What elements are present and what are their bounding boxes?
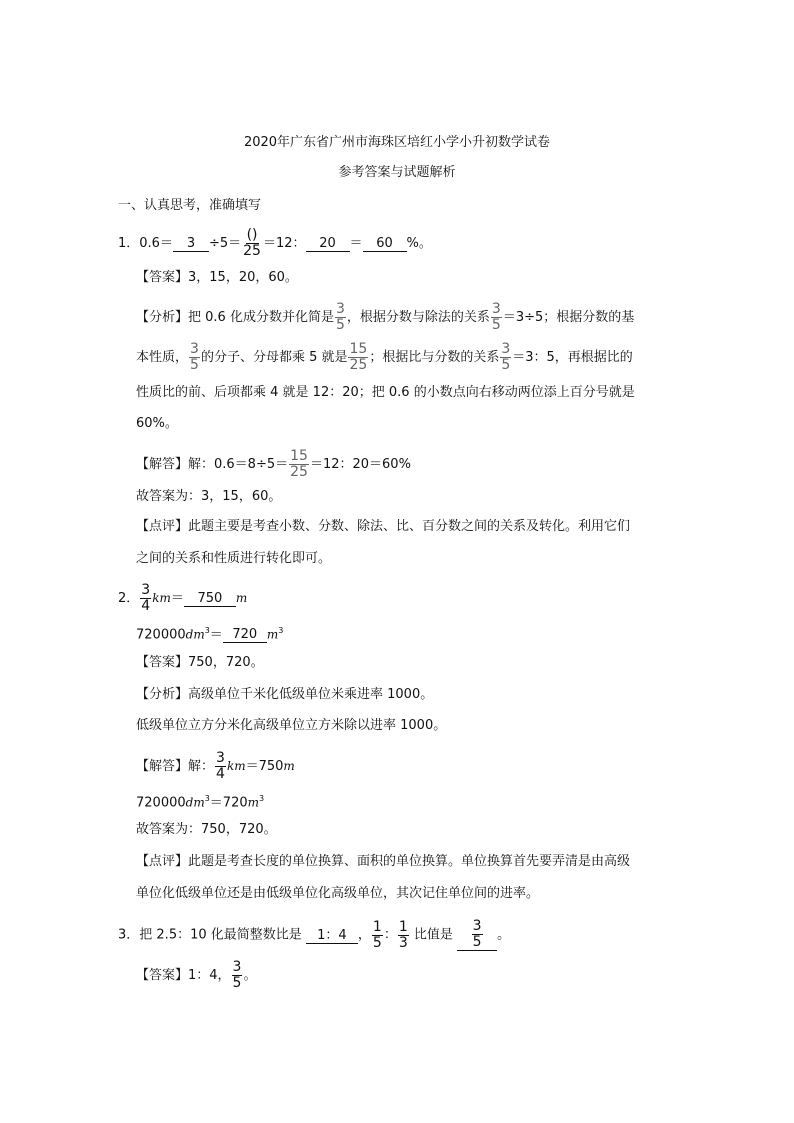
- comment-line: 【点评】此题主要是考查小数、分数、除法、比、百分数之间的关系及转化。利用它们: [136, 519, 631, 534]
- analysis-line: 本性质， $\frac{3}{5}$ 的分子、分母都乘 5 就是 $\frac{15}{25}$ ；根据比与分数的关系 $\frac{3}{5}$ ＝3：5，再根据比的: [136, 341, 633, 373]
- analysis-line: 60%。: [136, 416, 178, 431]
- answer-line: 【答案】3，15，20，60。: [136, 270, 298, 285]
- fraction: $\frac{15}{25}$: [349, 341, 368, 373]
- comment-line: 之间的关系和性质进行转化即可。: [136, 551, 332, 566]
- analysis-line: 性质比的前、后项都乘 4 就是 12：20；把 0.6 的小数点向右移动两位添上百分号就是: [136, 385, 635, 400]
- comment-line: 【点评】此题是考查长度的单位换算、面积的单位换算。单位换算首先要弄清是由高级: [136, 854, 631, 869]
- solution-line: 【解答】解： $\frac{3}{4}$ km＝750m: [136, 750, 295, 782]
- answer-blank: 720: [223, 627, 267, 643]
- fraction: $\frac{1}{5}$: [372, 918, 382, 951]
- answer-blank: 60: [363, 236, 407, 252]
- document-title: 2020年广东省广州市海珠区培红小学小升初数学试卷: [243, 135, 551, 150]
- fraction: $\frac{3}{4}$: [216, 750, 225, 782]
- comment-line: 单位化低级单位还是由低级单位化高级单位，其次记住单位间的进率。: [136, 886, 540, 901]
- final-answer-line: 故答案为：3，15，60。: [136, 489, 282, 504]
- question-3: 3．把 2.5：10 化最简整数比是 1：4 ， $\frac{1}{5}$ ： $\frac{1}{3}$ 比值是 $\frac{3}{5}$ 。: [118, 918, 511, 951]
- fraction: $\frac{3}{5}$: [232, 959, 242, 991]
- question-2-part-2: $720000dm^3= 720$ $m^3$: [136, 626, 284, 643]
- fraction: $\frac{15}{25}$: [290, 448, 308, 480]
- question-2: 2． $\frac{3}{4}$ km＝ 750 m: [118, 582, 248, 614]
- question-1: 1．0.6＝ 3 ÷5＝ $\frac{()}{25}$ ＝12： 20 ＝ 60 %。: [118, 227, 432, 259]
- answer-line: 【答案】750，720。: [136, 655, 264, 670]
- fraction: $\frac{3}{5}$: [501, 341, 511, 373]
- answer-line: 【答案】1：4， $\frac{3}{5}$ 。: [136, 959, 257, 991]
- question-number: 3．: [118, 927, 140, 943]
- fraction: $\frac{3}{4}$: [141, 582, 151, 614]
- document-subtitle: 参考答案与试题解析: [338, 165, 456, 180]
- answer-blank: 3: [173, 236, 209, 252]
- final-answer-line: 故答案为：750，720。: [136, 822, 277, 837]
- answer-blank: 750: [184, 591, 236, 607]
- fraction: $\frac{1}{3}$: [398, 918, 408, 951]
- analysis-line: 低级单位立方分米化高级单位立方米除以进率 1000。: [136, 718, 447, 733]
- analysis-line: 【分析】把 0.6 化成分数并化简是 $\frac{3}{5}$ ，根据分数与除法的关系 $\frac{3}{5}$ ＝3÷5；根据分数的基: [136, 301, 635, 333]
- answer-blank: $\frac{3}{5}$: [457, 919, 497, 951]
- fraction: $\frac{3}{5}$: [335, 301, 345, 333]
- fraction: $\frac{()}{25}$: [243, 227, 261, 259]
- analysis-line: 【分析】高级单位千米化低级单位米乘进率 1000。: [136, 687, 434, 702]
- fraction: $\frac{3}{5}$: [190, 341, 199, 373]
- question-number: 1．: [118, 236, 140, 251]
- answer-blank: 1：4: [306, 928, 358, 944]
- section-heading: 一、认真思考，准确填写: [118, 198, 262, 213]
- solution-line: $720000dm^3=720m^3$: [136, 794, 265, 811]
- answer-blank: 20: [306, 236, 350, 252]
- question-number: 2．: [118, 591, 140, 606]
- solution-line: 【解答】解：0.6＝8÷5＝ $\frac{15}{25}$ ＝12：20＝60%: [136, 448, 411, 480]
- fraction: $\frac{3}{5}$: [491, 301, 501, 333]
